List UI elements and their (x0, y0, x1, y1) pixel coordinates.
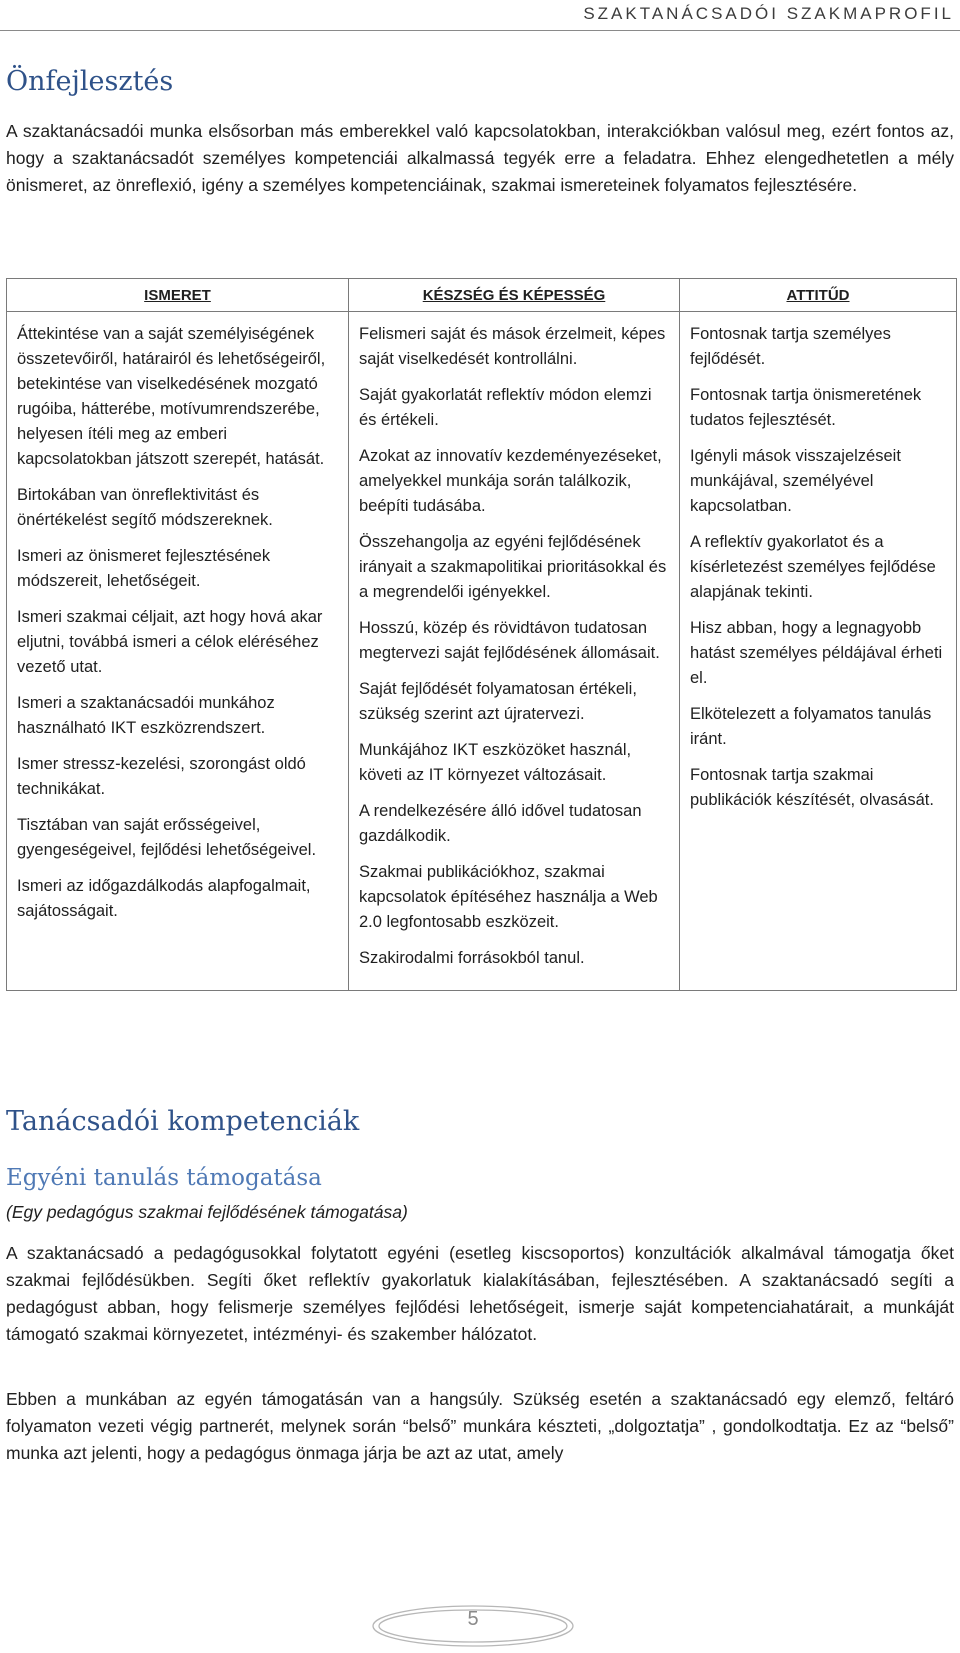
list-item: Ismeri az időgazdálkodás alapfogalmait, sajátosságait. (17, 877, 311, 920)
subsection-heading: Egyéni tanulás támogatása (6, 1165, 322, 1191)
header-rule (0, 30, 960, 31)
page-number-badge (368, 1600, 578, 1648)
running-header: SZAKTANÁCSADÓI SZAKMAPROFIL (583, 4, 954, 23)
list-item: A reflektív gyakorlatot és a kísérletezést személyes fejlődése alapjának tekinti. (690, 533, 936, 601)
body-paragraph-2: Ebben a munkában az egyén támogatásán van a hangsúly. Szükség esetén a szaktanácsadó egy elemző, feltáró folyamaton vezeti végig partnerét, melynek során “belső” munkára készteti, „dolgoztatja” , gondolkodtatja. Ez az “belső” munka azt jelenti, hogy a pedagógus önmaga járja be azt az utat, amely (6, 1389, 954, 1463)
list-item: Szakirodalmi forrásokból tanul. (359, 949, 585, 967)
list-item: Ismeri a szaktanácsadói munkához használható IKT eszközrendszert. (17, 694, 275, 737)
subsection-subtitle: (Egy pedagógus szakmai fejlődésének támogatása) (6, 1202, 408, 1222)
competency-table (6, 278, 957, 991)
list-item: Birtokában van önreflektivitást és önértékelést segítő módszereknek. (17, 486, 273, 529)
section-heading-onfejlesztes: Önfejlesztés (6, 66, 174, 97)
section-heading-tanacsadoi: Tanácsadói kompetenciák (6, 1106, 360, 1137)
list-item: Áttekintése van a saját személyiségének összetevőiről, határairól és lehetőségeiről, betekintése van viselkedésének mozgató rugóiba, hátterébe, motívumrendszerébe, helyesen ítéli meg az emberi kapcsolatokban játszott szerepét, hatását. (17, 325, 326, 468)
page-number: 5 (467, 1608, 479, 1630)
list-item: Fontosnak tartja személyes fejlődését. (690, 325, 891, 368)
body-paragraph-1: A szaktanácsadó a pedagógusokkal folytatott egyéni (esetleg kiscsoportos) konzultációk alkalmával támogatja őket szakmai fejlődésükben. Segíti őket reflektív gyakorlatuk kialakításában, fejlesztésében. A szaktanácsadó segíti a pedagógust abban, hogy felismerje személyes fejlődési lehetőségeit, ismerje saját kompetenciahatárait, a munkáját támogató szakmai környezetet, intézményi- és szakember hálózatot. (6, 1243, 954, 1344)
list-item: Fontosnak tartja önismeretének tudatos fejlesztését. (690, 386, 922, 429)
list-item: Fontosnak tartja szakmai publikációk készítését, olvasását. (690, 766, 934, 809)
table-header-row (7, 279, 957, 312)
column-keszseg (349, 312, 680, 991)
list-item: Hosszú, közép és rövidtávon tudatosan megtervezi saját fejlődésének állomásait. (359, 619, 660, 662)
list-item: Azokat az innovatív kezdeményezéseket, amelyekkel munkája során találkozik, beépíti tudásába. (359, 447, 662, 515)
list-item: Szakmai publikációkhoz, szakmai kapcsolatok építéséhez használja a Web 2.0 legfontosabb eszközeit. (359, 863, 658, 931)
column-ismeret (7, 312, 349, 991)
list-item: Összehangolja az egyéni fejlődésének irányait a szakmapolitikai prioritásokkal és a megrendelői igényekkel. (359, 533, 667, 601)
list-item: Saját fejlődését folyamatosan értékeli, szükség szerint azt újratervezi. (359, 680, 637, 723)
intro-paragraph: A szaktanácsadói munka elsősorban más emberekkel való kapcsolatokban, interakciókban valósul meg, ezért fontos az, hogy a szaktanácsadót személyes kompetenciái alkalmassá tegyék erre a feladatra. Ehhez elengedhetetlen a mély önismeret, az önreflexió, igény a személyes kompetenciáinak, szakmai ismereteinek folyamatos fejlesztésére. (6, 121, 954, 195)
list-item: A rendelkezésére álló idővel tudatosan gazdálkodik. (359, 802, 642, 845)
list-item: Ismer stressz-kezelési, szorongást oldó technikákat. (17, 755, 306, 798)
column-header-keszseg: KÉSZSÉG ÉS KÉPESSÉG (349, 279, 680, 312)
column-header-attitud: ATTITŰD (680, 279, 957, 312)
column-header-ismeret: ISMERET (7, 279, 349, 312)
list-item: Saját gyakorlatát reflektív módon elemzi és értékeli. (359, 386, 652, 429)
list-item: Igényli mások visszajelzéseit munkájával, személyével kapcsolatban. (690, 447, 901, 515)
list-item: Felismeri saját és mások érzelmeit, képes saját viselkedését kontrollálni. (359, 325, 666, 368)
list-item: Tisztában van saját erősségeivel, gyengeségeivel, fejlődési lehetőségeivel. (17, 816, 317, 859)
list-item: Ismeri szakmai céljait, azt hogy hová akar eljutni, továbbá ismeri a célok eléréséhez vezető utat. (17, 608, 323, 676)
list-item: Munkájához IKT eszközöket használ, követi az IT környezet változásait. (359, 741, 632, 784)
list-item: Elkötelezett a folyamatos tanulás iránt. (690, 705, 932, 748)
table-row (7, 312, 957, 991)
column-attitud (680, 312, 957, 991)
list-item: Hisz abban, hogy a legnagyobb hatást személyes példájával érheti el. (690, 619, 943, 687)
list-item: Ismeri az önismeret fejlesztésének módszereit, lehetőségeit. (17, 547, 271, 590)
